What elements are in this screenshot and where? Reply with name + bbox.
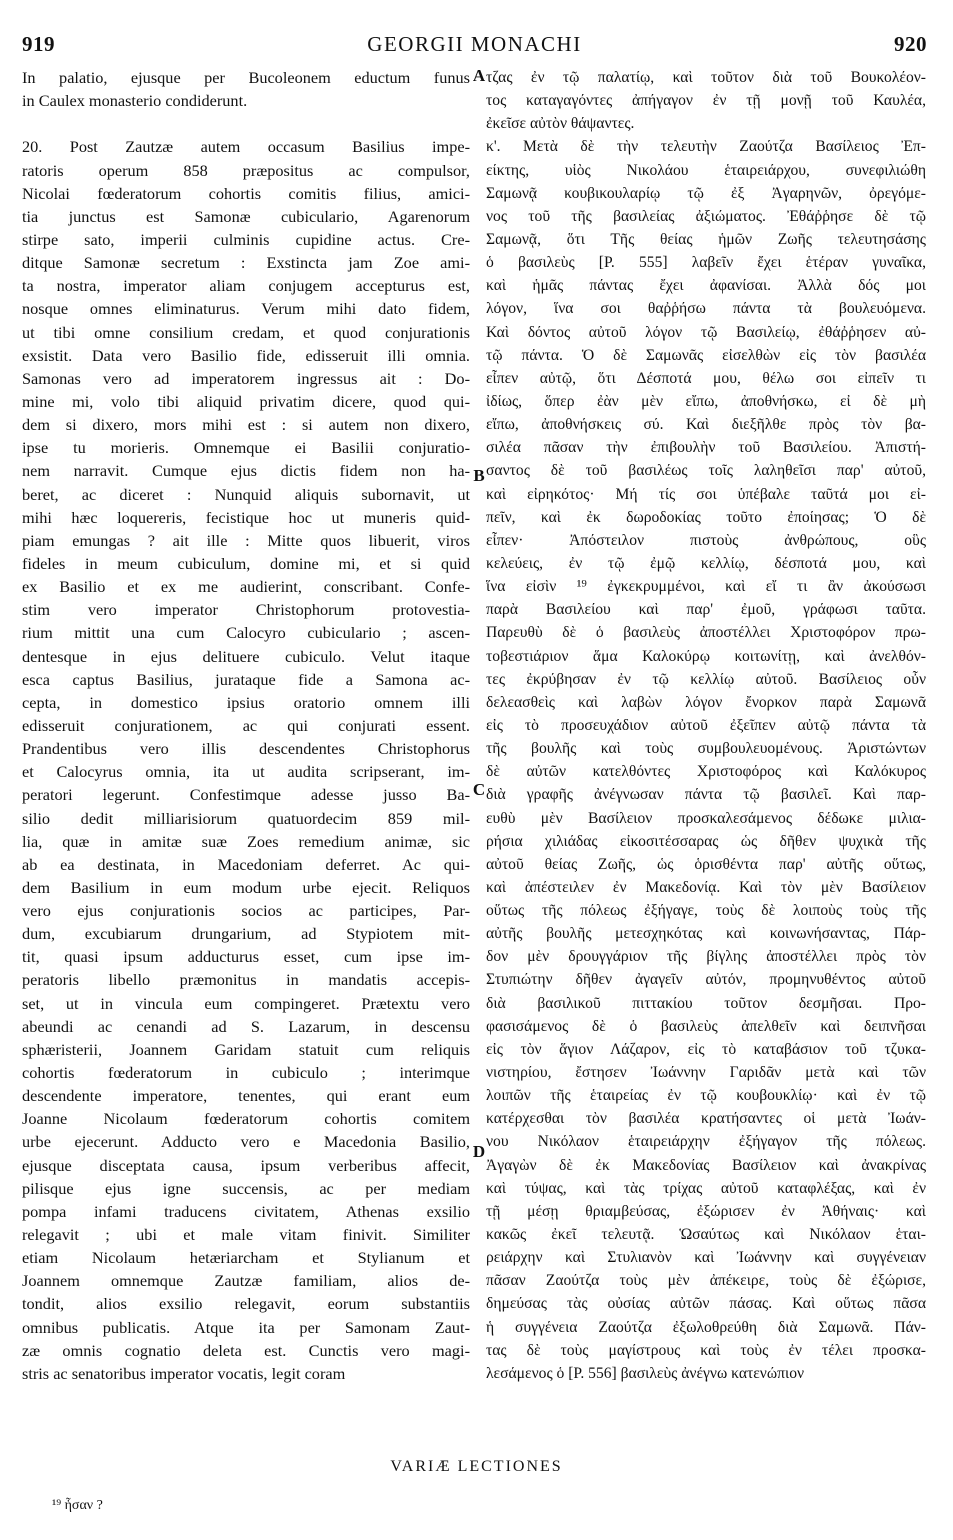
latin-text-line: urbe ejecerunt. Adducto vero e Macedonia Basilio, (22, 1132, 470, 1152)
latin-text-line: et Calocyrus omnia, ita ut audita scripserant, im- (22, 762, 470, 782)
latin-text-line: pilisque ejus igne succensis, ac per mediam (22, 1178, 470, 1198)
greek-text-line: πᾶσαν Ζαούτζα τοὺς μὲν ἀπέκειρε, τοὺς δὲ ἐξώρισε, (486, 1272, 926, 1290)
latin-text-line: stirpe sato, imperii culminis cupidine actus. Cre- (22, 229, 470, 249)
greek-text-line: κ'. Μετὰ δὲ τὴν τελευτὴν Ζαούτζα Βασίλειος Ἐπ- (486, 138, 926, 156)
greek-text-line: ἵνα εἰσὶν ¹⁹ ἐγκεκρυμμένοι, καὶ εἴ τι ἂν ἀκούσωσι (486, 578, 926, 596)
latin-text-line: ejusque disceptata causa, ipsum verberibus affecit, (22, 1155, 470, 1175)
latin-text-line: peratori legerunt. Confestimque adesse jusso Ba- (22, 785, 470, 805)
greek-text-line: καὶ τύψας, καὶ τὰς τρίχας αὐτοῦ καταφλέξας, καὶ ἐν (486, 1179, 926, 1197)
latin-text-line: beret, ac diceret : Nunquid aliquis subornavit, ut (22, 484, 470, 504)
greek-column (486, 66, 926, 1385)
greek-text-line: παρὰ Βασιλείου καὶ παρ' ἐμοῦ, γράφωσι ταῦτα. (486, 601, 926, 619)
greek-text-line: σαντος δὲ τοῦ βασιλέως τοῖς λαληθεῖσι παρ' αὐτοῦ, (486, 462, 926, 480)
greek-text-line: κελεύεις, ἐν τῷ ἐμῷ κελλίῳ, δέσποτά μου, καὶ (486, 554, 926, 572)
greek-text-line: εἶπεν αὐτῷ, ὅτι Δέσποτά μου, θέλω σοι εἰπεῖν τι (486, 369, 926, 387)
greek-text-line: οὕτως τῆς πόλεως ἐξήγαγε, τοὺς δὲ λοιποὺς τοὺς τῆς (486, 902, 926, 920)
greek-text-line: νος τοῦ τῆς βασιλείας ἀξιώματος. Ἐθάῤῥησε δὲ τῷ (486, 207, 926, 225)
greek-text-line: τοβεστιάριον ἅμα Καλοκύρῳ κοιτωνίτῃ, καὶ ἀνελθόν- (486, 647, 926, 665)
latin-text-line: stim vero imperator Christophorum protovestia- (22, 600, 470, 620)
running-title: GEORGII MONACHI (367, 32, 582, 56)
latin-text-line: mihi hæc loquereris, fecistique hoc ut muneris quid- (22, 507, 470, 527)
greek-text-line: ρειάρχην καὶ Στυλιανὸν καὶ Ἰωάννην καὶ συγγένειαν (486, 1249, 926, 1267)
greek-text-line: πεῖν, καὶ ἐκ δωροδοκίας τοῦτο ἐποίησας; Ὁ δὲ (486, 508, 926, 526)
latin-text-line: ditque Samonæ secretum : Exstincta jam Zoe ami- (22, 253, 470, 273)
greek-text-line: καὶ εἰρηκότος· Μή τίς σοι ὑπέβαλε ταῦτά μοι εἰ- (486, 485, 926, 503)
section-marker-b: B (473, 466, 485, 485)
latin-text-line (22, 112, 470, 135)
latin-text-line: abeundi ac cenandi ad S. Lazarum, in descensu (22, 1016, 470, 1036)
section-marker-a: A (472, 66, 486, 85)
latin-text-line: Nicolai fœderatorum cohortis comitis filius, amici- (22, 183, 470, 203)
latin-text-line: Joannem omnemque Zautzæ familiam, alios de- (22, 1271, 470, 1291)
latin-text-line: lia, quæ in amitæ suæ Zoes remedium animæ, sic (22, 831, 470, 851)
latin-text-line: dem si dixero, mors mihi est : si autem non dixero, (22, 415, 470, 435)
latin-text-line: omnibus publicatis. Atque ita per Samonam Zaut- (22, 1317, 470, 1337)
greek-text-line: δημεύσας τὰς οὐσίας αὐτῶν πάσας. Καὶ οὕτως πᾶσα (486, 1295, 926, 1313)
latin-text-line: tia junctus est Samonæ cubiculario, Agarenorum (22, 206, 470, 226)
latin-text-line: relegavit ; ubi et male vitam finivit. Similiter (22, 1225, 470, 1245)
latin-text-line: set, ut in vincula eum compingeret. Prætextu vero (22, 993, 470, 1013)
latin-text-line: ab ea destinata, in Macedoniam deferret. Ac qui- (22, 854, 470, 874)
greek-text-line: Καὶ δόντος αὐτοῦ λόγον τῷ Βασιλείῳ, ἐθάῤῥησεν αὐ- (486, 323, 926, 341)
latin-text-line: In palatio, ejusque per Bucoleonem eductum funus (22, 68, 470, 87)
greek-text-line: διὰ γραφῆς ἀνέγνωσαν πάντα τῷ βασιλεῖ. Καὶ παρ- (486, 786, 926, 804)
greek-text-line: εἶπεν· Ἀπόστειλον πιστοὺς ἀνθρώπους, οὓς (486, 531, 926, 549)
latin-text-line: Samonas vero ad imperatorem ingressus ait : Do- (22, 368, 470, 388)
latin-text-line: sphæristerii, Joannem Garidam statuit cum reliquis (22, 1039, 470, 1059)
greek-text-line: δὲ αὐτῶν κατελθόντες Χριστοφόρος καὶ Καλόκυρος (486, 763, 926, 781)
page-header (22, 32, 927, 60)
right-page-number: 920 (894, 32, 927, 56)
greek-text-line: τῇ μέσῃ θριαμβεύσας, ἐξώρισεν ἐν Ἀθήναις· καὶ (486, 1202, 926, 1220)
variae-lectiones-heading: VARIÆ LECTIONES (390, 1458, 563, 1475)
greek-text-line: τες ἐκρύβησαν ἐν τῷ κελλίῳ αὐτοῦ. Βασίλειος οὖν (486, 670, 926, 688)
greek-text-line: λόγον, ἵνα σοι θαῤῥήσω πάντα τὰ βουλευόμενα. (486, 300, 926, 318)
greek-text-line: νιστηρίου, ἔστησεν Ἰωάννην Γαριδᾶν μετὰ καὶ τῶν (486, 1064, 926, 1082)
latin-text-line: in Caulex monasterio condiderunt. (22, 91, 248, 111)
greek-text-line: τῆς βουλῆς καὶ τοὺς συμβουλευομένους. Ἀριστώντων (486, 740, 926, 758)
latin-text-line: esca captus Basilius, jurataque fide a Samona ac- (22, 669, 470, 689)
latin-text-line: dentesque in ejus delituere cubiculo. Velut itaque (22, 646, 470, 666)
greek-text-line: ἐκεῖσε αὐτὸν θάψαντες. (486, 115, 635, 133)
greek-text-line: Παρευθὺ δὲ ὁ βασιλεὺς ἀποστέλλει Χριστοφόρον πρω- (486, 624, 926, 642)
latin-text-line: fideles in meum cubiculum, domine mi, et si quid (22, 553, 470, 573)
greek-text-line: τζας ἐν τῷ παλατίῳ, καὶ τοῦτον διὰ τοῦ Βουκολέον- (486, 69, 926, 86)
latin-text-line: dum, excubiarum drungarium, ad Stypiotem mit- (22, 924, 470, 944)
greek-text-line: Σαμωνᾷ κουβικουλαρίῳ τῷ ἐξ Ἀγαρηνῶν, ὀρεγόμε- (486, 184, 926, 202)
greek-text-line: διὰ βασιλικοῦ πιττακίου τοῦτον δεσμῆσαι. Προ- (486, 994, 926, 1012)
greek-text-line: τος καταγαγόντες ἀπήγαγον ἐν τῇ μονῇ τοῦ Καυλέα, (486, 92, 926, 110)
latin-text-line: edisseruit conjurationem, ac qui conjurati essent. (22, 715, 470, 735)
latin-text-line: cepta, in domestico ipsius oratorio omnem illi (22, 692, 470, 712)
latin-text-line: 20. Post Zautzæ autem occasum Basilius impe- (22, 137, 470, 157)
greek-text-line: ἡ συγγένεια Ζαούτζα ἐξωλοθρεύθη διὰ Σαμωνᾶ. Πάν- (486, 1318, 926, 1336)
latin-text-line: zæ omnis cognatio deleta est. Cunctis vero magi- (22, 1340, 470, 1360)
greek-text-line: κατέρχεσθαι τὸν βασιλέα κρατήσαντες οἱ μετὰ Ἰωάν- (486, 1110, 926, 1128)
latin-text-line: ratoris operum 858 præpositus ac compulsor, (22, 160, 470, 180)
greek-text-line: φασισάμενος δὲ ὁ βασιλεὺς ἀπελθεῖν καὶ δειπνῆσαι (486, 1017, 926, 1035)
greek-text-line: τας δὲ τοὺς μαγίστρους καὶ τοὺς ἐν τέλει προσκα- (486, 1341, 926, 1359)
latin-text-line: silio dedit milliarisiorum quatuordecim 859 mil- (22, 808, 470, 828)
latin-text-line: Joanne Nicolaum fœderatorum cohortis comitem (22, 1109, 470, 1129)
section-marker-c: C (472, 780, 486, 799)
greek-text-line: Σαμωνᾷ, ὅτι Τῆς θείας ἡμῶν Ζωῆς τελευτησάσης (486, 230, 926, 248)
greek-text-line: εἰς τὸν ἅγιον Λάζαρον, εἰς τὸ καταβάσιον τοῦ τζυκα- (486, 1040, 926, 1058)
greek-text-line: καὶ ἡμᾶς πάντας ἔχει ἀφανίσαι. Ἀλλὰ δός μοι (486, 277, 926, 295)
greek-text-line: δον μὲν δρουγγάριον τῆς βίγλης ἀποστέλλει πρὸς τὸν (486, 948, 926, 966)
latin-text-line: nem narravit. Cumque ejus dictis fidem non ha- (22, 461, 470, 481)
latin-text-line: ex Basilio et ex me audierint, conscribant. Confe- (22, 577, 470, 597)
latin-text-line: cohortis fœderatorum in cubiculo ; interimque (22, 1063, 470, 1083)
left-page-number: 919 (22, 32, 55, 56)
latin-text-line: Prandentibus vero illis descendentes Christophorus (22, 739, 470, 759)
greek-text-line: νου Νικόλαον ἑταιρειάρχην ἐξήγαγον τῆς πόλεως. (486, 1133, 926, 1151)
latin-text-line: etiam Nicolaum hetæriarcham et Stylianum et (22, 1248, 470, 1268)
greek-text-line: σιλέα πᾶσαν τὴν ἐπιβουλὴν τοῦ Βασιλείου. Ἀπιστή- (486, 439, 926, 457)
latin-text-line: piam emungas ? ait ille : Mitte quos libuerit, viros (22, 530, 470, 550)
latin-text-line: tondit, alios exsilio relegavit, eorum substantiis (22, 1294, 470, 1314)
greek-text-line: λεσάμενος ὁ [P. 556] βασιλεὺς ἀνέγνω κατενώπιον (486, 1364, 805, 1382)
greek-text-line: ἰδίως, ὅπερ ἐὰν μὲν εἴπω, ἀποθνήσκω, εἰ δὲ μὴ (486, 392, 926, 410)
footnote: ¹⁹ ἦσαν ? (52, 1498, 103, 1513)
latin-text-line: peratoris libello præmonitus in mandatis accepis- (22, 970, 470, 990)
latin-text-line: rium mittit una cum Calocyro cubiculario ; ascen- (22, 623, 470, 643)
greek-text-line: αὐτῆς βουλῆς μετεσχηκότας καὶ κοινωνήσαντας, Πάρ- (486, 925, 926, 943)
greek-text-line: εἴπω, ἀποθνήσκεις σύ. Καὶ διεξῆλθε πρὸς τὸν βα- (486, 416, 926, 434)
latin-text-line: exsistit. Data vero Basilio fide, edisseruit illi omnia. (22, 345, 470, 365)
greek-text-line: κακῶς ἐκεῖ τελευτᾷ. Ὡσαύτως καὶ Νικόλαον ἑται- (486, 1226, 926, 1244)
greek-text-line: ρήσια χιλιάδας εἰκοσιτέσσαρας ὡς δῆθεν ψυχικὰ τῆς (486, 832, 926, 850)
greek-text-line: εἰς τὸ προσευχάδιον αὐτοῦ ἐξεῖπεν αὐτῷ πάντα τὰ (486, 716, 926, 734)
latin-column (22, 66, 470, 1385)
greek-text-line: είκτης, υἱὸς Νικολάου ἑταιρειάρχου, συνεφιλιώθη (486, 161, 926, 179)
greek-text-line: λοιπῶν τῆς ἑταιρείας ἐν τῷ κουβουκλίῳ· καὶ ἐν τῷ (486, 1087, 926, 1105)
latin-text-line: stris ac senatoribus imperator vocatis, legit coram (22, 1363, 346, 1383)
latin-text-line: nosque omnes eliminaturus. Verum mihi dato fidem, (22, 299, 470, 319)
latin-text-line: ta nostra, imperator aliam conjugem accepturus est, (22, 276, 470, 296)
greek-text-line: καὶ ἀπέστειλεν ἐν Μακεδονίᾳ. Καὶ τὸν μὲν Βασίλειον (486, 878, 926, 896)
latin-text-line: dem Basilium in eum modum urbe ejecit. Reliquos (22, 877, 470, 897)
greek-text-line: αὐτοῦ θείας Ζωῆς, ὡς ὁρισθέντα παρ' αὐτῆς οὕτως, (486, 855, 926, 873)
section-marker-d: D (472, 1142, 486, 1161)
latin-text-line: descendente imperatore, tenentes, qui erant eum (22, 1086, 470, 1106)
latin-text-line: ipse tu morieris. Omnemque ei Basilii conjuratio- (22, 438, 470, 458)
latin-text-line: ut tibi omne consilium credam, et quod conjurationis (22, 322, 470, 342)
latin-text-line: tit, quasi ipsum adducturus esset, cum ipse im- (22, 947, 470, 967)
greek-text-line: ευθὺ μὲν Βασίλειον προσκαλεσάμενος δέδωκε μιλια- (486, 809, 926, 827)
latin-text-line: mine mi, volo tibi aliquid privatim dicere, quod qui- (22, 391, 470, 411)
latin-text-line: vero ejus conjurationis socios ac participes, Par- (22, 901, 470, 921)
latin-text-line: pompa infami traducens civitatem, Athenas exsilio (22, 1201, 470, 1221)
greek-text-line: ὁ βασιλεὺς [P. 555] λαβεῖν ἔχει ἑτέραν γυναῖκα, (486, 254, 926, 272)
greek-text-line: Ἀγαγὼν δὲ ἐκ Μακεδονίας Βασίλειον καὶ ἀνακρίνας (486, 1156, 926, 1174)
greek-text-line: δελεασθεὶς καὶ λαβὼν λόγον ἔνορκον παρὰ Σαμωνᾶ (486, 693, 926, 711)
greek-text-line: Στυπιώτην δῆθεν ἀγαγεῖν αὐτόν, προμηνυθέντος αὐτοῦ (486, 971, 926, 989)
greek-text-line: τῷ πάντα. Ὁ δὲ Σαμωνᾶς εἰσελθὼν εἰς τὸν βασιλέα (486, 346, 926, 364)
